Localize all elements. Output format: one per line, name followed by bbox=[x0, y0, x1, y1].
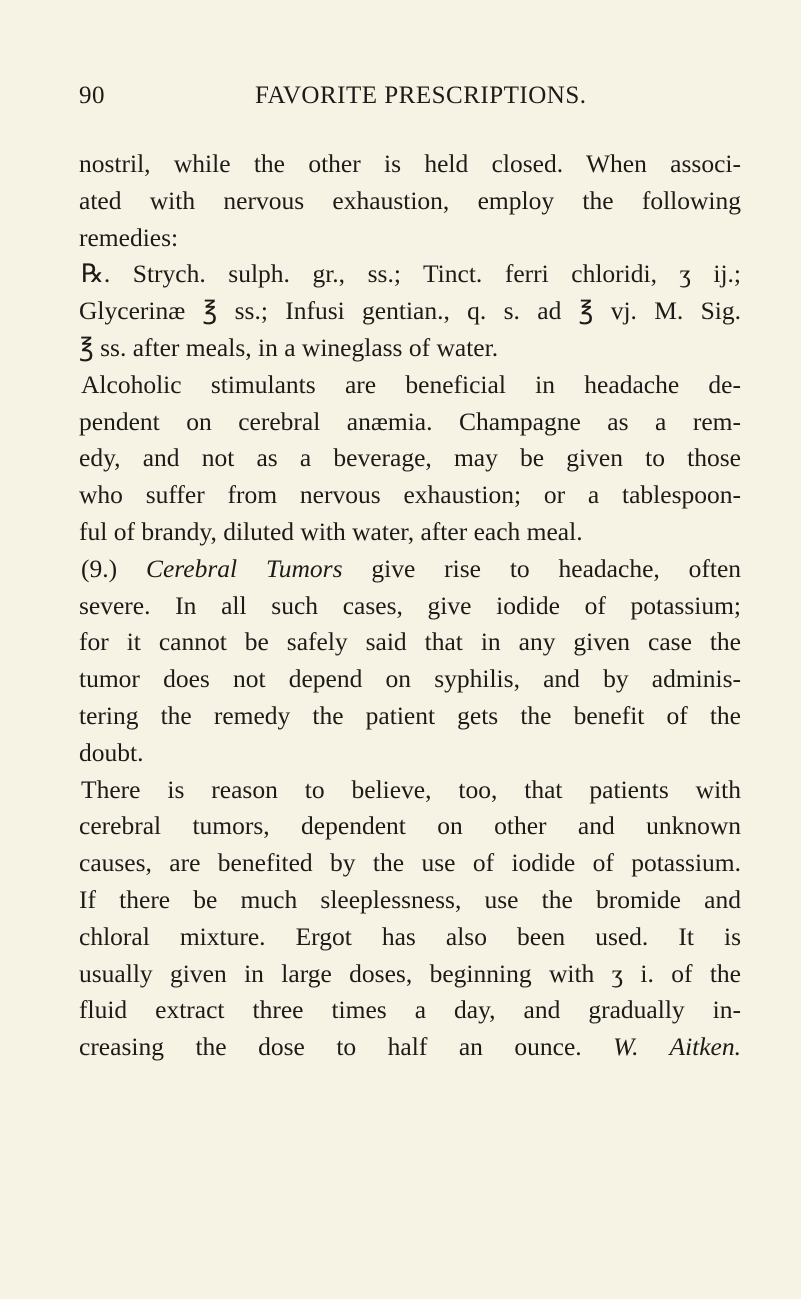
text-line: pendent on cerebral anæmia. Champagne as a rem- bbox=[79, 406, 741, 436]
text-line: for it cannot be safely said that in any given case the bbox=[79, 627, 741, 657]
signature: W. Aitken. bbox=[613, 1032, 741, 1062]
closing-line bbox=[79, 1029, 741, 1066]
running-head bbox=[79, 82, 739, 118]
body-text bbox=[79, 146, 741, 1066]
text-line: ated with nervous exhaustion, employ the following bbox=[79, 185, 741, 215]
text-line: edy, and not as a beverage, may be given to those bbox=[79, 443, 741, 473]
text-line: usually given in large doses, beginning with ʒ i. of the bbox=[79, 958, 741, 988]
closing-text: creasing the dose to half an ounce. bbox=[79, 1032, 582, 1062]
text-line: severe. In all such cases, give iodide of potassium; bbox=[79, 590, 741, 620]
text-line: doubt. bbox=[79, 737, 144, 767]
text-line: nostril, while the other is held closed. When associ- bbox=[79, 149, 741, 178]
text-line: causes, are benefited by the use of iodide of potassium. bbox=[79, 848, 741, 878]
section-heading: Cerebral Tumors bbox=[145, 553, 343, 583]
prescription-line: Glycerinæ ℥ ss.; Infusi gentian., q. s. ad ℥ vj. M. Sig. bbox=[79, 296, 741, 326]
text-line: chloral mixture. Ergot has also been used. It is bbox=[79, 921, 741, 951]
text-line: who suffer from nervous exhaustion; or a tablespoon- bbox=[79, 480, 741, 510]
text-line: There is reason to believe, too, that patients with bbox=[81, 774, 741, 804]
text-line: ful of brandy, diluted with water, after each meal. bbox=[79, 516, 583, 546]
text-line: remedies: bbox=[79, 222, 179, 252]
section-line: (9.) Cerebral Tumors give rise to headache, often bbox=[81, 553, 741, 583]
page-number: 90 bbox=[79, 82, 105, 109]
text-line: fluid extract three times a day, and gradually in- bbox=[79, 995, 741, 1025]
running-title: FAVORITE PRESCRIPTIONS. bbox=[255, 82, 587, 109]
prescription-line: ℥ ss. after meals, in a wineglass of water. bbox=[79, 332, 499, 362]
text-line: tumor does not depend on syphilis, and by adminis- bbox=[79, 664, 741, 694]
text-line: tering the remedy the patient gets the benefit of the bbox=[79, 700, 741, 730]
prescription-line: ℞. Strych. sulph. gr., ss.; Tinct. ferri chloridi, ʒ ij.; bbox=[81, 259, 741, 289]
text-line: Alcoholic stimulants are beneficial in headache de- bbox=[81, 369, 741, 399]
text-line: If there be much sleeplessness, use the bromide and bbox=[79, 884, 741, 914]
text-line: cerebral tumors, dependent on other and unknown bbox=[79, 811, 741, 841]
